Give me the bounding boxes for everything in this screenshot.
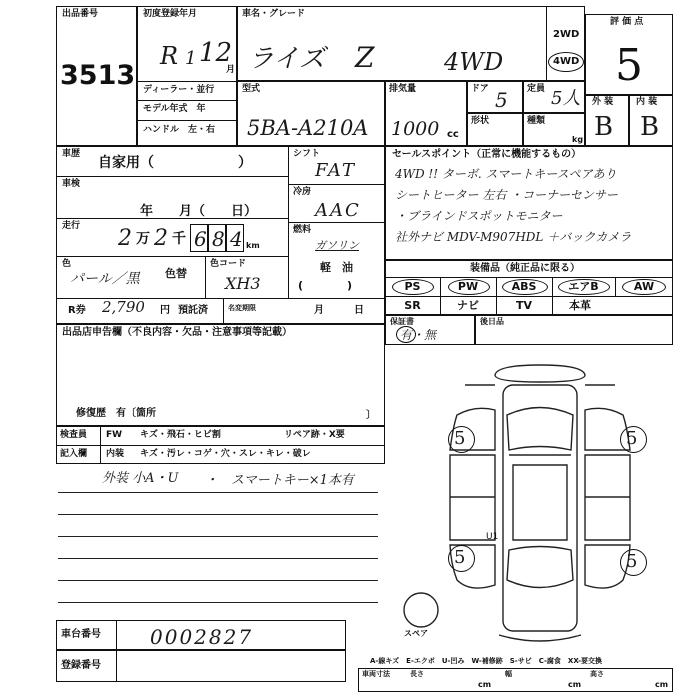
drive-hand: 4WD [444, 48, 504, 76]
mileage-man-unit: 万 [136, 231, 150, 247]
dealer-label: ディーラー・並行 [143, 85, 215, 95]
color-change-label: 色替 [165, 267, 187, 280]
drive-4wd: 4WD [553, 56, 580, 67]
score: 5 [615, 40, 643, 91]
equip-tv: TV [515, 299, 533, 312]
sales-point-1: 4WD !! ターボ. スマートキースペアあり [395, 167, 617, 181]
corner-score-rl: 5 [454, 547, 466, 568]
dim-height: 高さ [590, 670, 604, 678]
color-label: 色 [62, 259, 72, 269]
after-box [475, 315, 673, 345]
equip-sr: SR [404, 299, 421, 312]
equip-pw: PW [457, 280, 479, 293]
interior-grade: B [640, 112, 660, 142]
equip-navi: ナビ [457, 299, 479, 312]
inspection-label: 車検 [62, 179, 81, 189]
inspection-value: 年 月（ 日） [140, 204, 258, 219]
equip-leather: 本革 [569, 299, 591, 312]
displacement-unit: cc [447, 129, 459, 140]
note-2: ・ スマートキー×1本有 [205, 473, 354, 488]
dimension-box [358, 668, 673, 692]
reg-label: 登録番号 [61, 660, 101, 671]
mileage-unit: km [246, 241, 260, 250]
key-legend: A-線キズ E-エクボ U-凹み W-補修跡 S-サビ C-腐食 XX-要交換 [370, 657, 603, 665]
dim-unit-1: cm [478, 680, 492, 689]
model-year-label: モデル年式 年 [143, 104, 206, 114]
legend-interior: 内装 [106, 449, 125, 459]
category-label: 種類 [527, 116, 546, 126]
recycle-label: R券 [68, 305, 86, 316]
equip-ps: PS [404, 280, 421, 293]
warranty-label: 保証書 [390, 317, 414, 326]
capacity-label: 定員 [527, 84, 546, 94]
repair-close: 〕 [366, 410, 376, 421]
type-code: 5BA-A210A [247, 116, 369, 140]
fuel-label: 燃料 [293, 225, 312, 235]
type-label: 型式 [242, 84, 261, 94]
fuel-paren: ( ) [298, 279, 353, 292]
color-code: XH3 [225, 274, 261, 293]
car-name-label: 車名・グレード [242, 9, 306, 19]
mileage-digit-1-value: 6 [194, 227, 207, 251]
shift-value: FAT [315, 160, 356, 181]
displacement-label: 排気量 [389, 84, 417, 94]
recycle-value: 2,790 [102, 298, 145, 316]
corner-score-fl: 5 [454, 428, 466, 449]
legend-fw: FW [106, 430, 123, 440]
fuel-diesel: 軽 油 [320, 261, 353, 274]
lot-number-label: 出品番号 [62, 9, 99, 19]
mileage-label: 走行 [62, 221, 81, 231]
fuel-mark: ガソリン [315, 239, 359, 252]
warranty-value: 有・無 [400, 328, 437, 342]
ac-value: AAC [315, 200, 361, 221]
report-label: 出品店申告欄（不良内容・欠品・注意事項等記載） [62, 327, 292, 338]
first-reg-month: 12 [199, 38, 233, 68]
sales-point-3: ・ブラインドスポットモニター [395, 209, 563, 223]
use-value: 自家用（ ） [98, 155, 252, 171]
dim-unit-3: cm [655, 680, 669, 689]
equip-abs: ABS [511, 280, 537, 293]
corner-score-rr: 5 [626, 551, 638, 572]
color-value: パール／黒 [70, 271, 140, 287]
sales-label: セールスポイント（正常に機能するもの） [392, 149, 582, 160]
kg-label: kg [572, 135, 584, 144]
repair-label: 修復歴 有〔箇所 [76, 408, 156, 419]
sales-point-2: シートヒーター 左右 ・コーナーセンサー [395, 188, 618, 202]
dim-width: 幅 [505, 670, 512, 678]
drive-2wd: 2WD [553, 29, 580, 40]
after-label: 後日品 [480, 317, 504, 326]
doors: 5 [495, 88, 508, 112]
first-reg-era: R [160, 42, 179, 70]
recycle-unit: 円 [160, 305, 170, 316]
legend-interior-marks: キズ・汚レ・コゲ・穴・スレ・キレ・破レ [140, 449, 311, 459]
handle-label: ハンドル 左・右 [143, 125, 216, 135]
first-reg-label: 初度登録年月 [143, 9, 198, 19]
displacement: 1000 [391, 118, 440, 140]
exterior-grade: B [594, 112, 614, 142]
note-1: 外装 小A・U [102, 471, 179, 486]
exterior-label: 外 装 [592, 97, 614, 107]
name-change-label: 名変期限 [228, 304, 256, 312]
shift-label: シフト [293, 149, 321, 159]
equip-label: 装備品（純正品に限る） [470, 263, 580, 274]
equip-airbag: エアB [568, 280, 599, 293]
lot-number: 3513 [60, 60, 136, 91]
ac-label: 冷房 [293, 187, 312, 197]
use-label: 車歴 [62, 149, 81, 159]
color-code-label: 色コード [210, 259, 247, 269]
mileage-sen: 2 [154, 226, 168, 251]
score-label: 評 価 点 [610, 17, 644, 27]
grade: Z [355, 41, 375, 74]
car-name: ライズ [248, 44, 325, 74]
name-change-value: 月 日 [314, 305, 364, 316]
mileage-sen-unit: 千 [172, 231, 186, 247]
corner-score-fr: 5 [626, 428, 638, 449]
first-reg-month-unit: 月 [226, 65, 236, 75]
first-reg-year: 1 [185, 48, 197, 69]
car-diagram [395, 355, 685, 645]
entry-label: 記入欄 [60, 449, 88, 459]
diagram-mark: U1 [486, 532, 499, 542]
legend-exterior: キズ・飛石・ヒビ割 [140, 430, 221, 440]
spare-label: スペア [404, 629, 428, 638]
chassis-label: 車台番号 [61, 629, 101, 640]
dim-label: 車両寸法 [362, 670, 390, 678]
interior-label: 内 装 [636, 97, 658, 107]
doors-label: ドア [471, 84, 489, 94]
mileage-digit-2-value: 8 [212, 227, 225, 251]
capacity: 5人 [551, 88, 581, 109]
sales-point-4: 社外ナビ MDV-M907HDL ＋バックカメラ [395, 230, 632, 244]
chassis-number: 0002827 [150, 625, 254, 649]
mileage-man: 2 [118, 226, 132, 251]
dim-length: 長さ [410, 670, 424, 678]
dim-unit-2: cm [568, 680, 582, 689]
shape-label: 形状 [471, 116, 490, 126]
warranty-yes-circle [396, 326, 416, 343]
legend-repair: リペア跡・X要 [284, 430, 345, 440]
equip-aw: AW [633, 280, 655, 293]
mileage-digit-3-value: 4 [230, 227, 243, 251]
deposit-label: 預託済 [178, 305, 208, 316]
inspector-label: 検査員 [60, 430, 88, 440]
